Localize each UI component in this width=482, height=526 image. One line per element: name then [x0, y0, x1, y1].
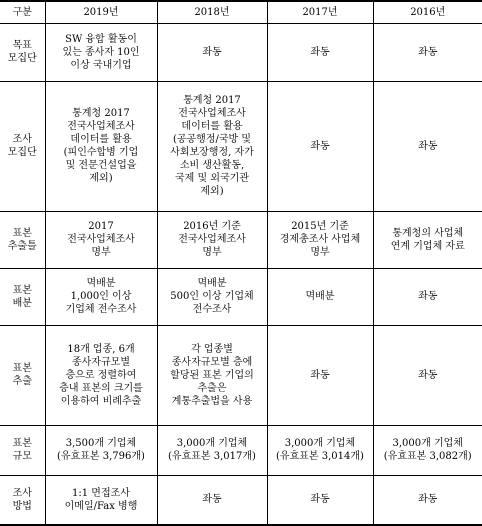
cell-line: 3,000개 기업체 [176, 438, 248, 449]
row-label-line: 모집단 [7, 53, 37, 64]
cell-line: 좌동 [310, 46, 330, 58]
table-row [0, 23, 482, 81]
row-label-line: 표본 [12, 227, 32, 239]
table-cell [157, 23, 267, 81]
table-cell [45, 81, 157, 211]
row-label [0, 23, 45, 81]
cell-line: 할당된 표본 기업의 [170, 369, 254, 381]
table-cell [45, 425, 157, 475]
header-year-2017: 2017년 [267, 1, 373, 23]
cell-line: 전국사업체조사 [178, 108, 246, 119]
cell-line: 1,000인 이상 [70, 291, 132, 302]
table-cell [45, 23, 157, 81]
row-label-line: 표본 [12, 284, 32, 296]
cell-line: 경제총조사 사업체 [279, 234, 361, 245]
table-cell [373, 23, 482, 81]
table-row [0, 211, 482, 268]
table-cell [267, 23, 373, 81]
row-label [0, 325, 45, 425]
cell-line: 명부 [310, 247, 330, 258]
cell-line: 제외) [89, 173, 113, 184]
header-row [0, 1, 482, 23]
cell-line: 데이터를 활용 [181, 121, 243, 132]
cell-line: (공공행정/국방 및 [172, 134, 252, 145]
row-label [0, 475, 45, 525]
row-label-line: 모집단 [7, 147, 37, 158]
cell-line: 국제 및 외국기관 [175, 173, 249, 184]
cell-line: (유효표본 3,796개) [57, 451, 145, 462]
cell-line: 이메일/Fax 병행 [64, 500, 138, 512]
cell-line: 전수조사 [192, 304, 232, 315]
table-cell [267, 211, 373, 268]
cell-line: 이상 국내기업 [70, 59, 132, 71]
header-year-2018: 2018년 [157, 1, 267, 23]
header-year-2019: 2019년 [45, 1, 157, 23]
table-cell [157, 211, 267, 268]
table-cell [45, 325, 157, 425]
cell-line: 좌동 [310, 369, 330, 381]
cell-line: SW 융합 활동이 [65, 33, 137, 45]
cell-line: 좌동 [202, 494, 222, 506]
cell-line: 멱배분 [305, 291, 335, 302]
row-label-line: 배분 [12, 297, 32, 309]
cell-line: 500인 이상 기업체 [170, 291, 254, 302]
cell-line: 사회보장행정, 자가 [170, 147, 254, 158]
row-label-line: 표본 [12, 438, 32, 449]
table-cell [373, 211, 482, 268]
cell-line: 3,000개 기업체 [392, 438, 463, 449]
table-row [0, 81, 482, 211]
table-cell [157, 425, 267, 475]
row-label-line: 목표 [12, 40, 32, 51]
cell-line: (유효표본 3,082개) [383, 451, 472, 462]
cell-line: 계통추출법을 사용 [171, 395, 253, 407]
cell-line: 좌동 [418, 494, 438, 506]
cell-line: 층내 표본의 크기를 [59, 382, 143, 394]
cell-line: 좌동 [418, 140, 438, 152]
cell-line: 2016년 기준 [183, 221, 241, 232]
cell-line: 및 전문건설업을 [65, 160, 137, 171]
cell-line: 멱배분 [197, 278, 227, 289]
table-row [0, 475, 482, 525]
table-row [0, 325, 482, 425]
table-body [0, 23, 482, 525]
cell-line: 18개 업종, 6개 [67, 343, 135, 355]
cell-line: 명부 [202, 247, 222, 258]
table-cell [45, 268, 157, 325]
cell-line: 3,500개 기업체 [65, 438, 137, 449]
row-label [0, 268, 45, 325]
table-cell [373, 325, 482, 425]
table-cell [45, 475, 157, 525]
cell-line: 종사자규모별 [72, 356, 130, 368]
table-cell [267, 325, 373, 425]
cell-line: 전국사업체조사 [67, 234, 135, 245]
cell-line: 소비 생산활동, [179, 160, 245, 171]
table-cell [267, 425, 373, 475]
header-label: 구분 [0, 1, 45, 23]
row-label-line: 조사 [12, 487, 32, 499]
cell-line: 이용하여 비례추출 [60, 395, 142, 407]
cell-line: 3,000개 기업체 [284, 438, 356, 449]
table-cell [373, 475, 482, 525]
cell-line: 통계청의 사업체 [392, 227, 464, 239]
row-label [0, 211, 45, 268]
table-cell [373, 268, 482, 325]
table-cell [267, 81, 373, 211]
row-label-line: 규모 [12, 451, 32, 462]
table-cell [267, 475, 373, 525]
cell-line: 2017 [88, 221, 114, 232]
table-cell [157, 475, 267, 525]
table-row [0, 425, 482, 475]
cell-line: 1:1 면접조사 [72, 487, 130, 499]
cell-line: (유효표본 3,017개) [168, 451, 256, 462]
row-label [0, 81, 45, 211]
row-label-line: 조사 [12, 134, 32, 145]
cell-line: (유효표본 3,014개) [276, 451, 364, 462]
cell-line: 명부 [91, 247, 111, 258]
cell-line: 연계 기업체 자료 [390, 240, 465, 252]
cell-line: 전국사업체조사 [178, 234, 246, 245]
row-label-line: 추출틀 [7, 240, 37, 252]
row-label-line: 추출 [12, 376, 32, 387]
cell-line: 전국사업체조사 [67, 121, 135, 132]
cell-line: 좌동 [310, 140, 330, 152]
table-cell [157, 81, 267, 211]
cell-line: 추출은 [197, 382, 227, 394]
cell-line: 2015년 기준 [291, 221, 349, 232]
row-label-line: 방법 [12, 500, 32, 512]
table-cell [267, 268, 373, 325]
row-label [0, 425, 45, 475]
table-cell [157, 268, 267, 325]
cell-line: 좌동 [202, 46, 222, 58]
table-cell [373, 81, 482, 211]
cell-line: 제외) [200, 186, 224, 197]
cell-line: 좌동 [418, 46, 438, 58]
cell-line: 좌동 [418, 291, 438, 302]
header-year-2016: 2016년 [373, 1, 482, 23]
cell-line: 통계청 2017 [183, 95, 241, 106]
cell-line: 데이터를 활용 [70, 134, 132, 145]
cell-line: (피인수합병 기업 [63, 147, 139, 158]
cell-line: 있는 종사자 10인 [62, 46, 140, 58]
cell-line: 멱배분 [86, 278, 116, 289]
cell-line: 좌동 [418, 369, 438, 381]
cell-line: 각 업종별 [191, 343, 233, 355]
cell-line: 기업체 전수조사 [65, 304, 137, 315]
table-row [0, 268, 482, 325]
table-cell [45, 211, 157, 268]
cell-line: 층으로 정렬하여 [65, 369, 137, 381]
table-cell [157, 325, 267, 425]
cell-line: 좌동 [310, 494, 330, 506]
cell-line: 통계청 2017 [72, 108, 130, 119]
cell-line: 종사자규모별 층에 [171, 356, 253, 368]
table-cell [373, 425, 482, 475]
row-label-line: 표본 [12, 363, 32, 374]
